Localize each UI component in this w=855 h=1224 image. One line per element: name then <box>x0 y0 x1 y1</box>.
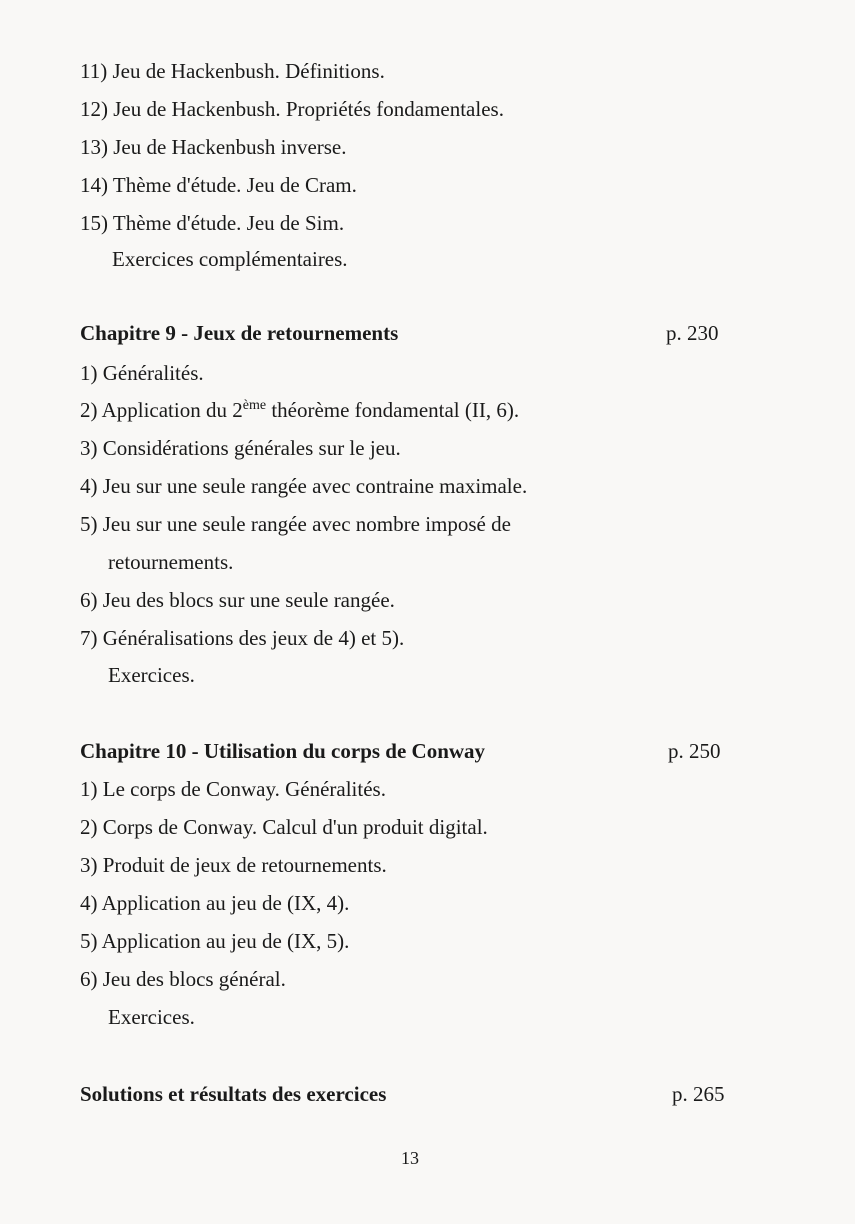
toc-item: 5) Application au jeu de (IX, 5). <box>80 929 350 953</box>
item-text: 2) Application du 2 <box>80 398 243 422</box>
toc-item: 7) Généralisations des jeux de 4) et 5). <box>80 626 405 650</box>
chapter-10-title: Chapitre 10 - Utilisation du corps de Conway <box>80 739 486 763</box>
chapter-9-page: p. 230 <box>666 321 719 345</box>
item-text: théorème fondamental (II, 6). <box>266 398 520 422</box>
toc-item: 2) Corps de Conway. Calcul d'un produit digital. <box>80 815 488 839</box>
toc-exercises: Exercices. <box>108 1005 195 1029</box>
toc-item: 6) Jeu des blocs sur une seule rangée. <box>80 588 395 612</box>
toc-item <box>80 397 519 423</box>
toc-item: 14) Thème d'étude. Jeu de Cram. <box>80 173 357 197</box>
solutions-title: Solutions et résultats des exercices <box>80 1082 387 1106</box>
superscript: ème <box>242 398 267 413</box>
page-number: 13 <box>401 1148 419 1168</box>
toc-exercises: Exercices. <box>108 663 195 687</box>
toc-item: 15) Thème d'étude. Jeu de Sim. <box>80 211 345 235</box>
toc-item: 6) Jeu des blocs général. <box>80 967 286 991</box>
toc-item: 1) Généralités. <box>80 361 204 385</box>
toc-item: 5) Jeu sur une seule rangée avec nombre imposé de <box>80 512 511 536</box>
toc-item: 3) Considérations générales sur le jeu. <box>80 436 401 460</box>
toc-item: 13) Jeu de Hackenbush inverse. <box>80 135 347 159</box>
toc-item: 11) Jeu de Hackenbush. Définitions. <box>80 59 385 83</box>
chapter-9-title: Chapitre 9 - Jeux de retournements <box>80 321 399 345</box>
toc-item-continuation: retournements. <box>108 550 234 574</box>
toc-item: 12) Jeu de Hackenbush. Propriétés fondamentales. <box>80 97 504 121</box>
toc-item: 1) Le corps de Conway. Généralités. <box>80 777 386 801</box>
toc-exercises: Exercices complémentaires. <box>112 247 348 271</box>
toc-item: 4) Jeu sur une seule rangée avec contraine maximale. <box>80 474 528 498</box>
solutions-page: p. 265 <box>672 1082 725 1106</box>
toc-item: 3) Produit de jeux de retournements. <box>80 853 387 877</box>
toc-item: 4) Application au jeu de (IX, 4). <box>80 891 350 915</box>
chapter-10-page: p. 250 <box>668 739 721 763</box>
